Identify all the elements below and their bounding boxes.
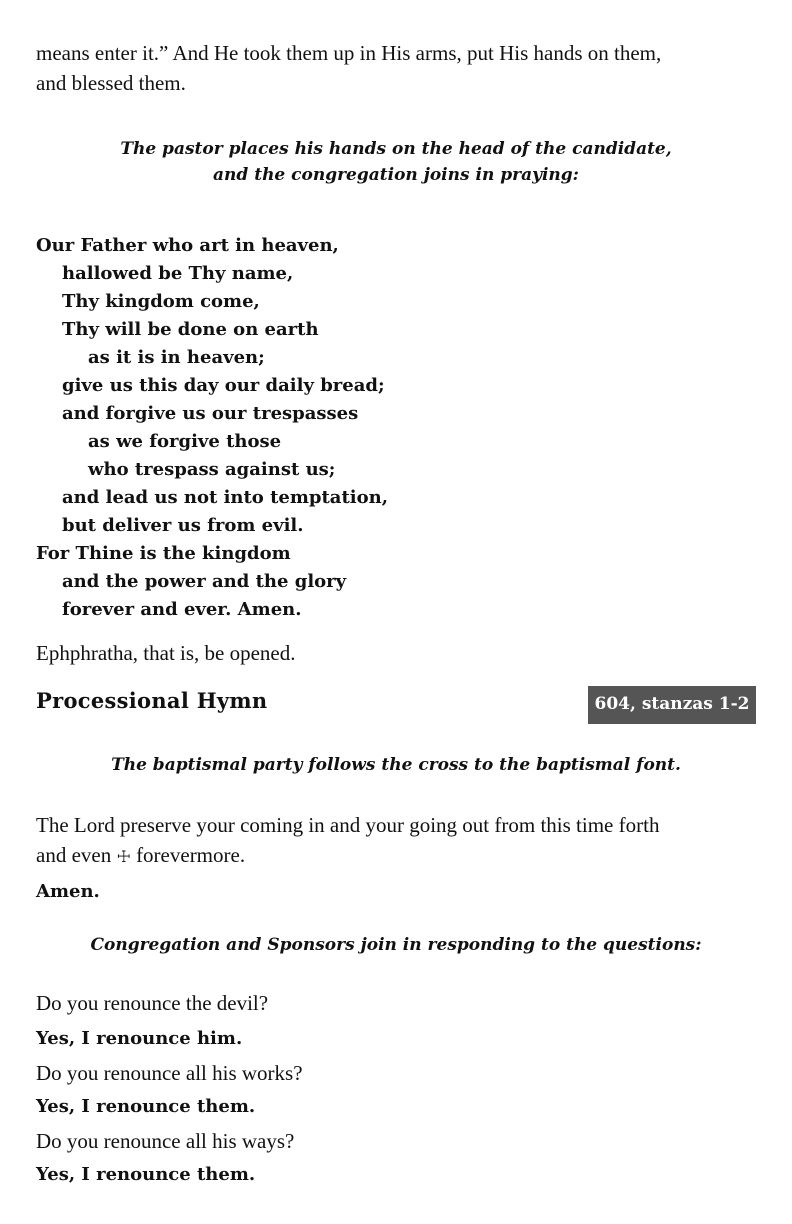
- prayer-line: and the power and the glory: [62, 571, 347, 592]
- prayer-line: forever and ever. Amen.: [62, 599, 302, 620]
- intro-line-1: means enter it.” And He took them up in His arms, put His hands on them,: [36, 41, 662, 65]
- answer-renounce-ways: Yes, I renounce them.: [36, 1164, 256, 1185]
- rubric-baptismal-party: The baptismal party follows the cross to the baptismal font.: [111, 755, 681, 775]
- blessing-line-1: The Lord preserve your coming in and your going out from this time forth: [36, 813, 660, 837]
- question-renounce-ways: Do you renounce all his ways?: [36, 1129, 295, 1153]
- rubric-laying-on-hands-line-2: and the congregation joins in praying:: [213, 165, 579, 185]
- question-renounce-devil: Do you renounce the devil?: [36, 991, 269, 1015]
- answer-renounce-works: Yes, I renounce them.: [36, 1096, 256, 1117]
- prayer-line: who trespass against us;: [88, 459, 336, 480]
- rubric-congregation-sponsors: Congregation and Sponsors join in responding to the questions:: [90, 935, 702, 955]
- prayer-line: as we forgive those: [88, 431, 282, 452]
- prayer-line: For Thine is the kingdom: [36, 543, 291, 564]
- prayer-line: Our Father who art in heaven,: [36, 235, 339, 256]
- blessing-line-2: [36, 840, 245, 872]
- prayer-line: give us this day our daily bread;: [62, 375, 385, 396]
- prayer-line: hallowed be Thy name,: [62, 263, 294, 284]
- prayer-line: but deliver us from evil.: [62, 515, 304, 536]
- prayer-line: Thy will be done on earth: [62, 319, 319, 340]
- prayer-line: and lead us not into temptation,: [62, 487, 388, 508]
- prayer-line: as it is in heaven;: [88, 347, 265, 368]
- prayer-line: Thy kingdom come,: [62, 291, 260, 312]
- amen-response: Amen.: [36, 881, 100, 902]
- ephphratha-text: Ephphratha, that is, be opened.: [36, 641, 296, 665]
- cross-icon: ☩: [116, 847, 131, 866]
- blessing-text-before: and even: [36, 843, 117, 867]
- section-heading-processional-hymn: Processional Hymn: [36, 688, 268, 713]
- question-renounce-works: Do you renounce all his works?: [36, 1061, 303, 1085]
- rubric-laying-on-hands-line-1: The pastor places his hands on the head of the candidate,: [120, 139, 672, 159]
- hymn-number-badge: 604, stanzas 1-2: [588, 686, 756, 724]
- blessing-text-after: forevermore.: [130, 843, 246, 867]
- intro-line-2: and blessed them.: [36, 71, 186, 95]
- lords-prayer: [36, 232, 388, 624]
- prayer-line: and forgive us our trespasses: [62, 403, 359, 424]
- answer-renounce-devil: Yes, I renounce him.: [36, 1028, 243, 1049]
